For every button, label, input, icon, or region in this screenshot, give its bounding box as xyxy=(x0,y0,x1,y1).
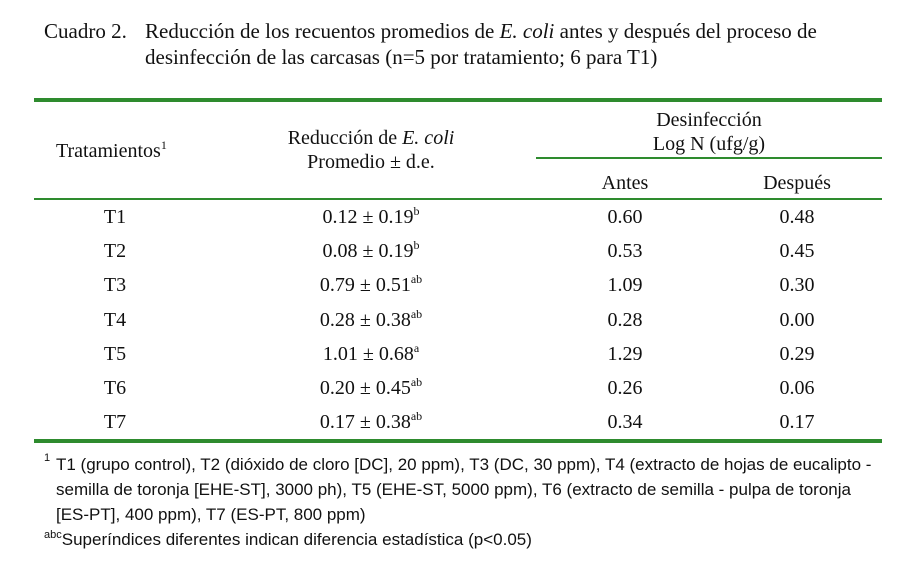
footnote-1-mark: 1 xyxy=(44,452,51,464)
cell-before: 0.28 xyxy=(607,309,643,331)
disinfection-header-rule xyxy=(536,157,882,159)
cell-after: 0.06 xyxy=(779,377,815,399)
footnote-1 xyxy=(44,452,884,527)
header-after: Después xyxy=(763,172,831,194)
cell-treatment: T6 xyxy=(103,377,127,399)
caption-organism: E. coli xyxy=(499,19,555,43)
cell-reduction: 0.12 ± 0.19$^b$ xyxy=(322,204,420,228)
header-disinfection: Desinfección Log N (ufg/g) xyxy=(652,109,766,155)
footnote-2-text: Superíndices diferentes indican diferencia estadística (p<0.05) xyxy=(61,530,532,549)
cell-after: 0.45 xyxy=(779,240,815,262)
cell-treatment: T7 xyxy=(103,411,127,433)
caption-number: Cuadro 2. xyxy=(44,19,127,43)
table-footnotes xyxy=(44,452,884,552)
cell-before: 1.29 xyxy=(607,343,643,365)
cell-after: 0.17 xyxy=(779,411,815,433)
cell-treatment: T3 xyxy=(103,274,127,296)
cell-before: 0.26 xyxy=(607,377,643,399)
cell-before: 0.60 xyxy=(607,206,643,228)
cell-reduction: 0.28 ± 0.38$^{ab}$ xyxy=(319,307,423,331)
cell-reduction: 0.79 ± 0.51$^{ab}$ xyxy=(319,272,423,296)
cell-treatment: T5 xyxy=(103,343,127,365)
cell-after: 0.00 xyxy=(779,309,815,331)
cell-after: 0.30 xyxy=(779,274,815,296)
cell-reduction: 0.17 ± 0.38$^{ab}$ xyxy=(319,409,423,433)
caption-text: Reducción de los recuentos promedios de E. coli antes y después del proceso de desinfección de las carcasas (n=5 por tratamiento; 6 para T1) xyxy=(145,19,817,69)
cell-reduction: 1.01 ± 0.68$^a$ xyxy=(322,341,420,365)
cell-reduction: 0.20 ± 0.45$^{ab}$ xyxy=(319,375,423,399)
cell-treatment: T4 xyxy=(103,309,127,331)
cell-after: 0.29 xyxy=(779,343,815,365)
cell-treatment: T2 xyxy=(103,240,127,262)
footnote-2 xyxy=(44,527,884,552)
cell-after: 0.48 xyxy=(779,206,815,228)
cell-before: 1.09 xyxy=(607,274,643,296)
cell-before: 0.34 xyxy=(607,411,643,433)
table-bottom-rule xyxy=(34,439,882,443)
header-bottom-rule xyxy=(34,198,882,200)
footnote-1-text: T1 (grupo control), T2 (dióxido de cloro [DC], 20 ppm), T3 (DC, 30 ppm), T4 (extracto de hojas de eucalipto - semilla de toronja [EHE-ST], 3000 ph), T5 (EHE-ST, 5000 ppm), T6 (extracto de semilla - pulpa de toronja [ES-PT], 400 ppm), T7 (ES-PT, 800 ppm) xyxy=(56,455,872,524)
header-treatment: Tratamientos$^1$ xyxy=(56,138,167,162)
header-reduction: Reducción de E. coli Promedio ± d.e. xyxy=(287,127,455,173)
footnote-2-mark: abc xyxy=(44,529,62,541)
cell-reduction: 0.08 ± 0.19$^b$ xyxy=(322,238,420,262)
table-top-rule xyxy=(34,98,882,102)
cell-treatment: T1 xyxy=(103,206,127,228)
header-before: Antes xyxy=(601,172,649,194)
cell-before: 0.53 xyxy=(607,240,643,262)
